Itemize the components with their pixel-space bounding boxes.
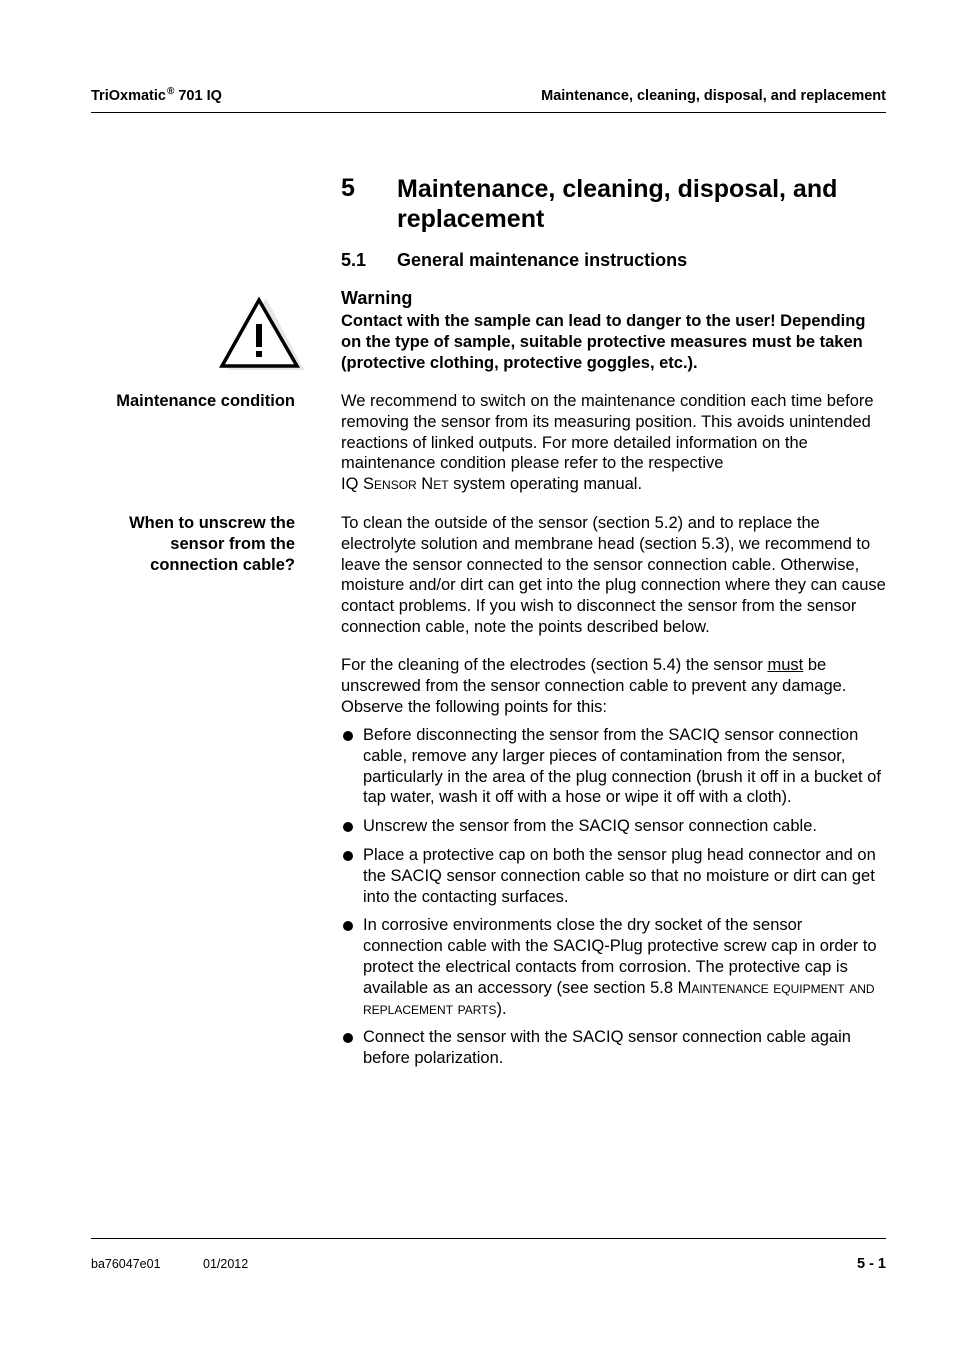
unscrew-paragraph-2 — [341, 655, 886, 717]
maintenance-condition-paragraph — [341, 391, 886, 495]
bullet-4-end: ). — [496, 999, 507, 1018]
warning-title: Warning — [341, 288, 413, 308]
chapter-title: Maintenance, cleaning, disposal, and replacement — [397, 175, 838, 233]
bullet-4-text: In corrosive environments close the dry socket of the sensor connection cable with the SACIQ-Plug protective screw cap in order to protect the electrical contacts from corrosion. The protective cap is available as an accessory (see section 5.8 — [363, 916, 877, 997]
unscrew-paragraph-1: To clean the outside of the sensor (section 5.2) and to replace the electrolyte solution and membrane head (section 5.3), we recommend to leave the sensor connected to the sensor connection cable. Otherwise, moisture and/or dirt can get into the plug connection where they can cause contact problems. If you wish to disconnect the sensor from the sensor connection cable, note the points described below. — [341, 514, 886, 636]
footer-doc-id: ba76047e01 — [91, 1257, 161, 1271]
list-item: Unscrew the sensor from the SACIQ sensor connection cable. — [341, 816, 886, 837]
chapter-number: 5 — [341, 174, 355, 202]
registered-mark: ® — [166, 86, 175, 97]
footer-rule — [91, 1238, 886, 1239]
section-title: General maintenance instructions — [397, 250, 688, 270]
bullet-4-reference: Maintenance equipment and replacement parts — [363, 978, 875, 1018]
cleaning-text-end: be unscrewed from the sensor connection cable to prevent any damage. Observe the following points for this: — [341, 656, 847, 716]
list-item: Place a protective cap on both the sensor plug head connector and on the SACIQ sensor connection cable so that no moisture or dirt can get into the contacting surfaces. — [341, 845, 886, 907]
list-item: Before disconnecting the sensor from the SACIQ sensor connection cable, remove any larger pieces of contamination from the sensor, particularly in the area of the plug connection (brush it off in a bucket of tap water, wash it off with a hose or wipe it off with a cloth). — [341, 725, 886, 808]
product-name: TriOxmatic — [91, 88, 166, 104]
must-underlined: must — [767, 656, 804, 674]
side-label-maintenance-condition: Maintenance condition — [116, 392, 295, 410]
side-label-unscrew: When to unscrew the sensor from the connection cable? — [129, 514, 295, 574]
warning-text: Contact with the sample can lead to danger to the user! Depending on the type of sample, suitable protective measures must be taken (protective clothing, protective goggles, etc.). — [341, 312, 866, 372]
header-rule — [91, 112, 886, 113]
maintenance-text-end: system operating manual. — [448, 475, 643, 494]
iq-prefix: IQ — [341, 475, 364, 494]
list-item — [341, 915, 886, 1019]
product-model: 701 IQ — [178, 88, 222, 104]
header-product — [91, 86, 222, 104]
list-item: Connect the sensor with the SACIQ sensor connection cable again before polarization. — [341, 1027, 886, 1069]
warning-triangle-icon — [218, 294, 304, 374]
footer-date: 01/2012 — [203, 1257, 249, 1271]
maintenance-text: We recommend to switch on the maintenance condition each time before removing the sensor from its measuring position. This avoids unintended reactions of linked outputs. For more detailed information on the maintenance condition please refer to the respective — [341, 392, 874, 473]
instruction-list — [341, 725, 886, 1077]
sensor-smallcaps: Sensor — [363, 475, 417, 494]
page-number: 5 - 1 — [856, 1256, 886, 1272]
net-smallcaps: Net — [421, 475, 449, 494]
section-number: 5.1 — [341, 250, 367, 270]
header-chapter: Maintenance, cleaning, disposal, and replacement — [541, 88, 886, 104]
cleaning-text-start: For the cleaning of the electrodes (section 5.4) the sensor — [341, 656, 768, 674]
